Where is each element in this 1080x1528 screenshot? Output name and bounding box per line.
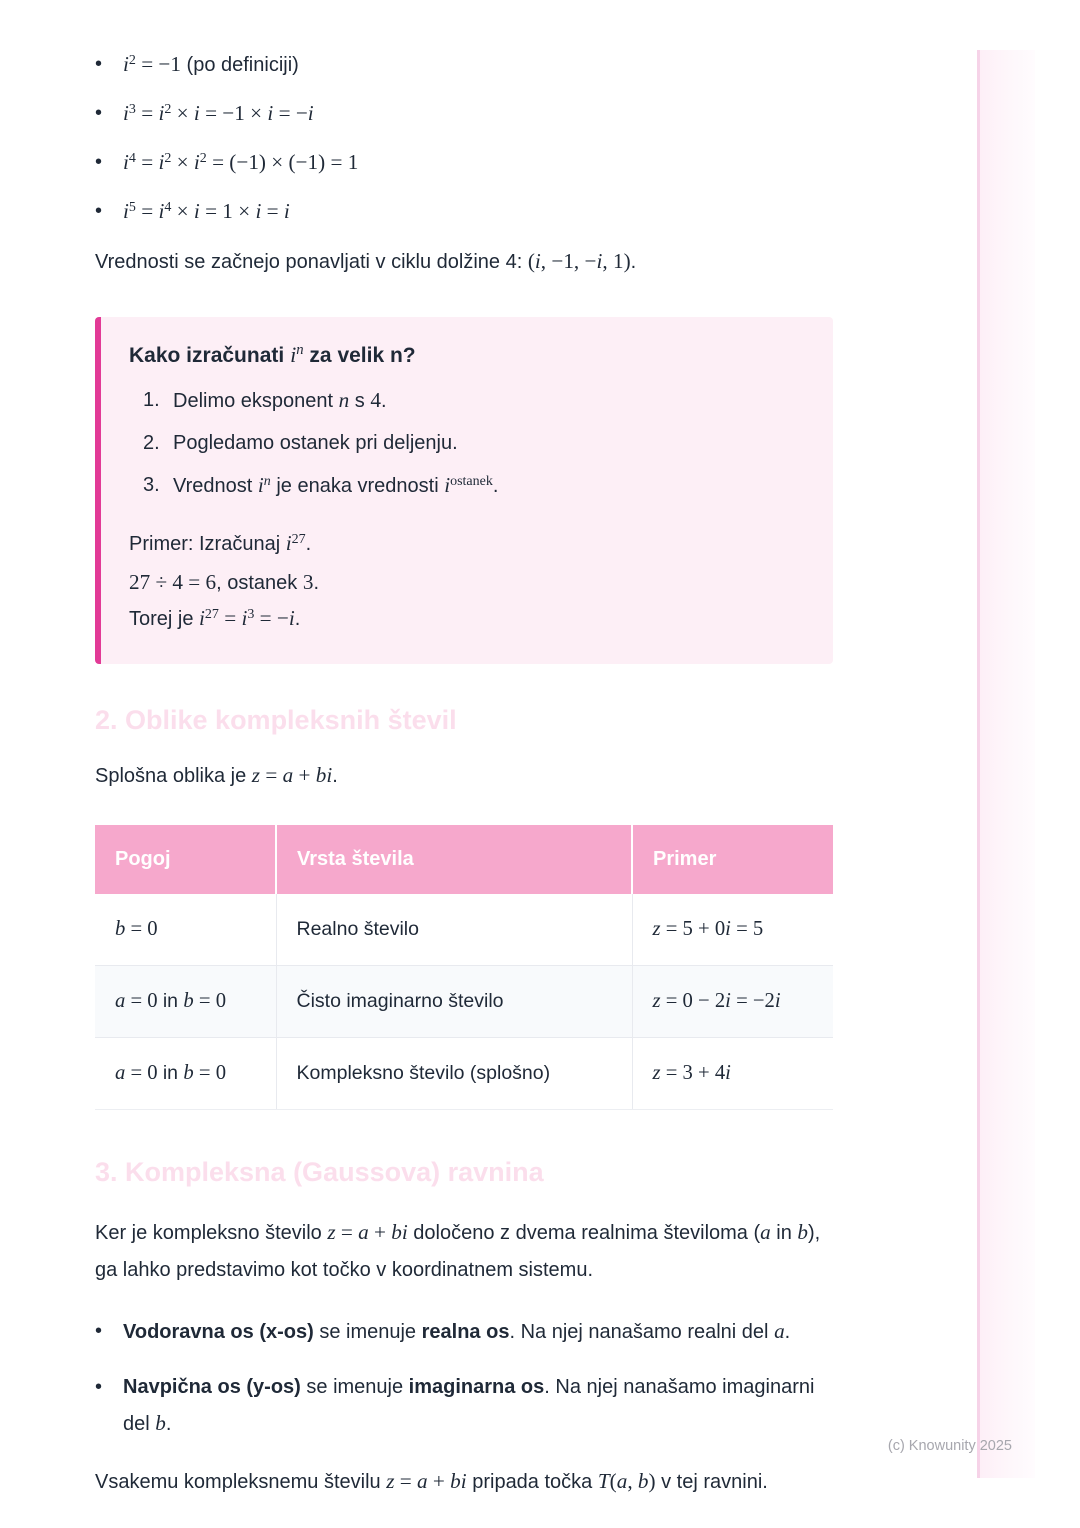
callout-step [143,388,799,413]
axis-text: Vodoravna os (x-os) se imenuje realna os. Na njej nanašamo realni del a. [123,1319,791,1343]
example-line: 27 ÷ 4 = 6, ostanek 3. [129,570,320,594]
column-header-primer: Primer [632,825,833,894]
bullet-icon: • [95,151,103,173]
list-item [95,1313,833,1350]
callout-steps [143,388,799,501]
step-text: Pogledamo ostanek pri deljenju. [173,432,458,454]
step-number: 2. [143,432,160,454]
cycle-paragraph: Vrednosti se začnejo ponavljati v ciklu dolžine 4: (i, −1, −i, 1). [95,249,637,273]
axis-text: Navpična os (y-os) se imenuje imaginarna os. Na njej nanašamo imaginarni del b. [123,1376,815,1435]
cell-primer: z = 0 − 2i = −2i [632,966,833,1038]
powers-of-i-list [95,52,833,227]
callout-step [143,431,799,455]
list-item [95,150,833,178]
cell-pogoj: b = 0 [95,894,276,966]
cell-pogoj: a = 0 in b = 0 [95,1038,276,1110]
copyright-credit: (c) Knowunity 2025 [887,1438,1012,1454]
general-form-paragraph: Splošna oblika je z = a + bi. [95,763,338,787]
bullet-icon: • [95,1376,103,1398]
math-line: $i^5 = i^4 \times i = 1 \times i = i$ [123,199,290,223]
list-item [95,199,833,227]
column-header-vrsta: Vrsta števila [276,825,632,894]
callout-step [143,473,799,501]
cell-primer: z = 5 + 0i = 5 [632,894,833,966]
section-heading-oblike: 2. Oblike kompleksnih števil [95,705,457,735]
cell-primer: z = 3 + 4i [632,1038,833,1110]
table-row [95,1038,833,1110]
table-row [95,966,833,1038]
callout-example [129,531,799,634]
step-number: 1. [143,389,160,411]
cell-pogoj: a = 0 in b = 0 [95,966,276,1038]
math-line: $i^3 = i^2 \times i = -1 \times i = -i$ [123,101,314,125]
step-text: Vrednost $i^n$ je enaka vrednosti $i^{ostanek}$. [173,473,499,497]
complex-number-types-table [95,825,833,1110]
section-heading-ravnina: 3. Kompleksna (Gaussova) ravnina [95,1157,544,1187]
cell-vrsta: Kompleksno število (splošno) [276,1038,632,1110]
example-line: Torej je $i^{27} = i^3 = -i$. [129,606,301,630]
bullet-icon: • [95,102,103,124]
document-page [95,52,833,1495]
plane-paragraph: Ker je kompleksno število z = a + bi določeno z dvema realnima številoma (a in b), ga lahko predstavimo kot točko v koordinatnem sistemu. [95,1220,821,1281]
callout-box [95,317,833,664]
callout-title: Kako izračunati $i^n$ za velik n? [129,342,416,367]
bullet-icon: • [95,1320,103,1342]
table-header [95,825,833,894]
step-number: 3. [143,474,160,496]
step-text: Delimo eksponent n s 4. [173,388,387,412]
column-header-pogoj: Pogoj [95,825,276,894]
list-item [95,101,833,129]
bullet-icon: • [95,53,103,75]
math-line: $i^4 = i^2 \times i^2 = (-1) \times (-1) = 1$ [123,150,359,174]
table-header-row [95,825,833,894]
math-line: $i^2 = -1$ (po definiciji) [123,52,299,76]
example-line: Primer: Izračunaj $i^{27}$. [129,531,312,555]
list-item [95,1369,833,1442]
list-item [95,52,833,80]
axes-list [95,1313,833,1442]
table-body [95,894,833,1110]
cell-vrsta: Realno število [276,894,632,966]
cell-vrsta: Čisto imaginarno število [276,966,632,1038]
page-edge-decoration [977,50,1035,1478]
table-row [95,894,833,966]
point-paragraph: Vsakemu kompleksnemu številu z = a + bi pripada točka T(a, b) v tej ravnini. [95,1469,768,1493]
bullet-icon: • [95,200,103,222]
